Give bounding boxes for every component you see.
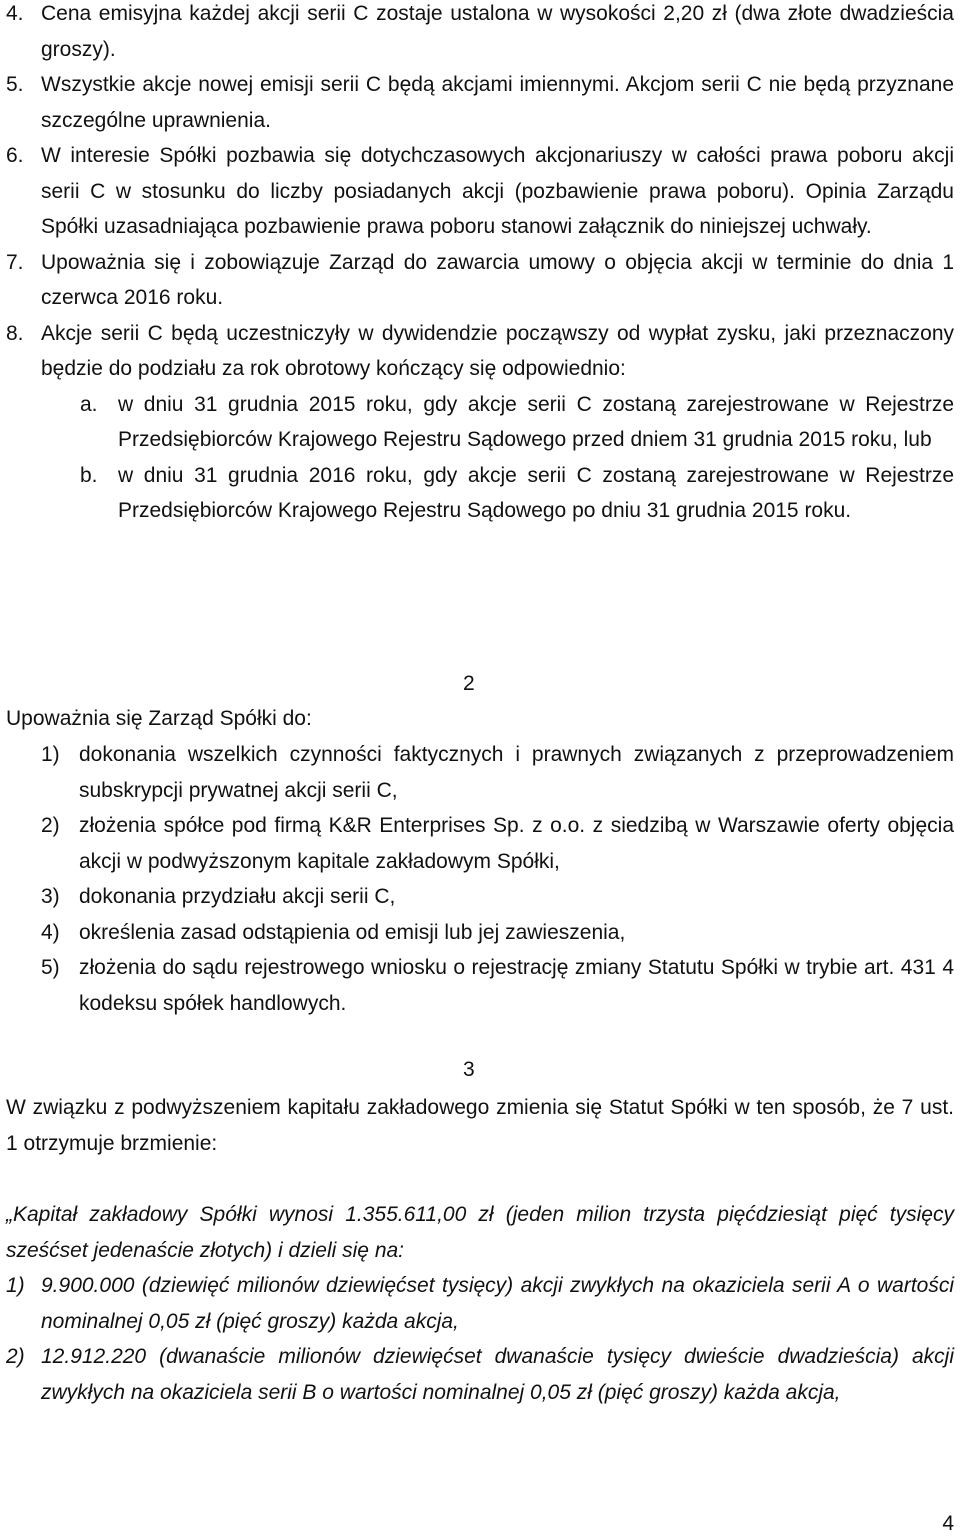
list-item-number: 1)	[41, 743, 60, 766]
list-item	[0, 316, 960, 387]
list-item	[0, 808, 960, 879]
list-item-text: Cena emisyjna każdej akcji serii C zostaje ustalona w wysokości 2,20 zł (dwa złote dwadzieścia groszy).	[41, 2, 954, 61]
statute-quote-intro: „Kapitał zakładowy Spółki wynosi 1.355.611,00 zł (jeden milion trzysta pięćdziesiąt pięć tysięcy sześćset jedenaście złotych) i dzieli się na:	[6, 1203, 954, 1262]
list-item-number: 2)	[6, 1345, 25, 1368]
list-item	[0, 0, 960, 67]
list-item-number: 2)	[41, 814, 60, 837]
sub-list-item	[0, 387, 960, 458]
list-item-number: 5.	[6, 73, 24, 96]
list-item-text: złożenia do sądu rejestrowego wniosku o rejestrację zmiany Statutu Spółki w trybie art. 431 4 kodeksu spółek handlowych.	[79, 956, 954, 1015]
list-item	[0, 1339, 960, 1410]
list-item-text: dokonania przydziału akcji serii C,	[79, 885, 396, 908]
list-item-text: 9.900.000 (dziewięć milionów dziewięćset tysięcy) akcji zwykłych na okaziciela serii A o wartości nominalnej 0,05 zł (pięć groszy) każda akcja,	[41, 1274, 954, 1333]
list-item-text: 12.912.220 (dwanaście milionów dziewięćset dwanaście tysięcy dwieście dwadzieścia) akcji zwykłych na okaziciela serii B o wartości nominalnej 0,05 zł (pięć groszy) każda akcja,	[41, 1345, 954, 1404]
list-item-text: złożenia spółce pod firmą K&R Enterprises Sp. z o.o. z siedzibą w Warszawie oferty objęcia akcji w podwyższonym kapitale zakładowym Spółki,	[79, 814, 954, 873]
page-number: 4	[942, 1512, 954, 1535]
list-item	[0, 67, 960, 138]
list-item	[0, 879, 960, 915]
list-item-text: Akcje serii C będą uczestniczyły w dywidendzie począwszy od wypłat zysku, jaki przeznaczony będzie do podziału za rok obrotowy kończący się odpowiednio:	[41, 321, 954, 380]
list-item	[0, 950, 960, 1021]
list-item-number: 4)	[41, 920, 60, 944]
list-item-text: Upoważnia się i zobowiązuje Zarząd do zawarcia umowy o objęcia akcji w terminie do dnia 1 czerwca 2016 roku.	[41, 250, 954, 309]
list-item	[0, 1268, 960, 1339]
list-item-text: dokonania wszelkich czynności faktycznych i prawnych związanych z przeprowadzeniem subskrypcji prywatnej akcji serii C,	[79, 743, 954, 802]
section-2-heading: 2	[463, 672, 475, 695]
section-3-heading: 3	[463, 1058, 475, 1081]
list-item	[0, 138, 960, 245]
sub-list-item-text: w dniu 31 grudnia 2015 roku, gdy akcje serii C zostaną zarejestrowane w Rejestrze Przedsiębiorców Krajowego Rejestru Sądowego przed dniem 31 grudnia 2015 roku, lub	[118, 392, 954, 451]
section-2-intro: Upoważnia się Zarząd Spółki do:	[6, 707, 312, 730]
list-item-text: określenia zasad odstąpienia od emisji lub jej zawieszenia,	[79, 920, 626, 944]
section-2-authorizations-list	[0, 737, 960, 1021]
statute-shares-list	[0, 1268, 960, 1410]
sub-list-item-letter: a.	[80, 392, 98, 416]
resolution-points-list	[0, 0, 960, 529]
sub-list-item-letter: b.	[80, 463, 98, 487]
list-item-number: 7.	[6, 250, 24, 274]
section-3-intro: W związku z podwyższeniem kapitału zakładowego zmienia się Statut Spółki w ten sposób, że 7 ust. 1 otrzymuje brzmienie:	[6, 1096, 954, 1155]
list-item-number: 6.	[6, 144, 24, 167]
sub-list-item	[0, 458, 960, 529]
list-item-number: 1)	[6, 1274, 25, 1297]
list-item-text: Wszystkie akcje nowej emisji serii C będą akcjami imiennymi. Akcjom serii C nie będą przyznane szczególne uprawnienia.	[41, 73, 954, 132]
list-item	[0, 245, 960, 316]
list-item-number: 3)	[41, 885, 60, 908]
list-item	[0, 915, 960, 951]
sub-list-item-text: w dniu 31 grudnia 2016 roku, gdy akcje serii C zostaną zarejestrowane w Rejestrze Przedsiębiorców Krajowego Rejestru Sądowego po dniu 31 grudnia 2015 roku.	[118, 463, 954, 522]
list-item-number: 8.	[6, 321, 24, 345]
list-item-number: 5)	[41, 956, 60, 979]
list-item-number: 4.	[6, 2, 24, 25]
list-item	[0, 737, 960, 808]
list-item-text: W interesie Spółki pozbawia się dotychczasowych akcjonariuszy w całości prawa poboru akcji serii C w stosunku do liczby posiadanych akcji (pozbawienie prawa poboru). Opinia Zarządu Spółki uzasadniająca pozbawienie prawa poboru stanowi załącznik do niniejszej uchwały.	[41, 144, 954, 238]
